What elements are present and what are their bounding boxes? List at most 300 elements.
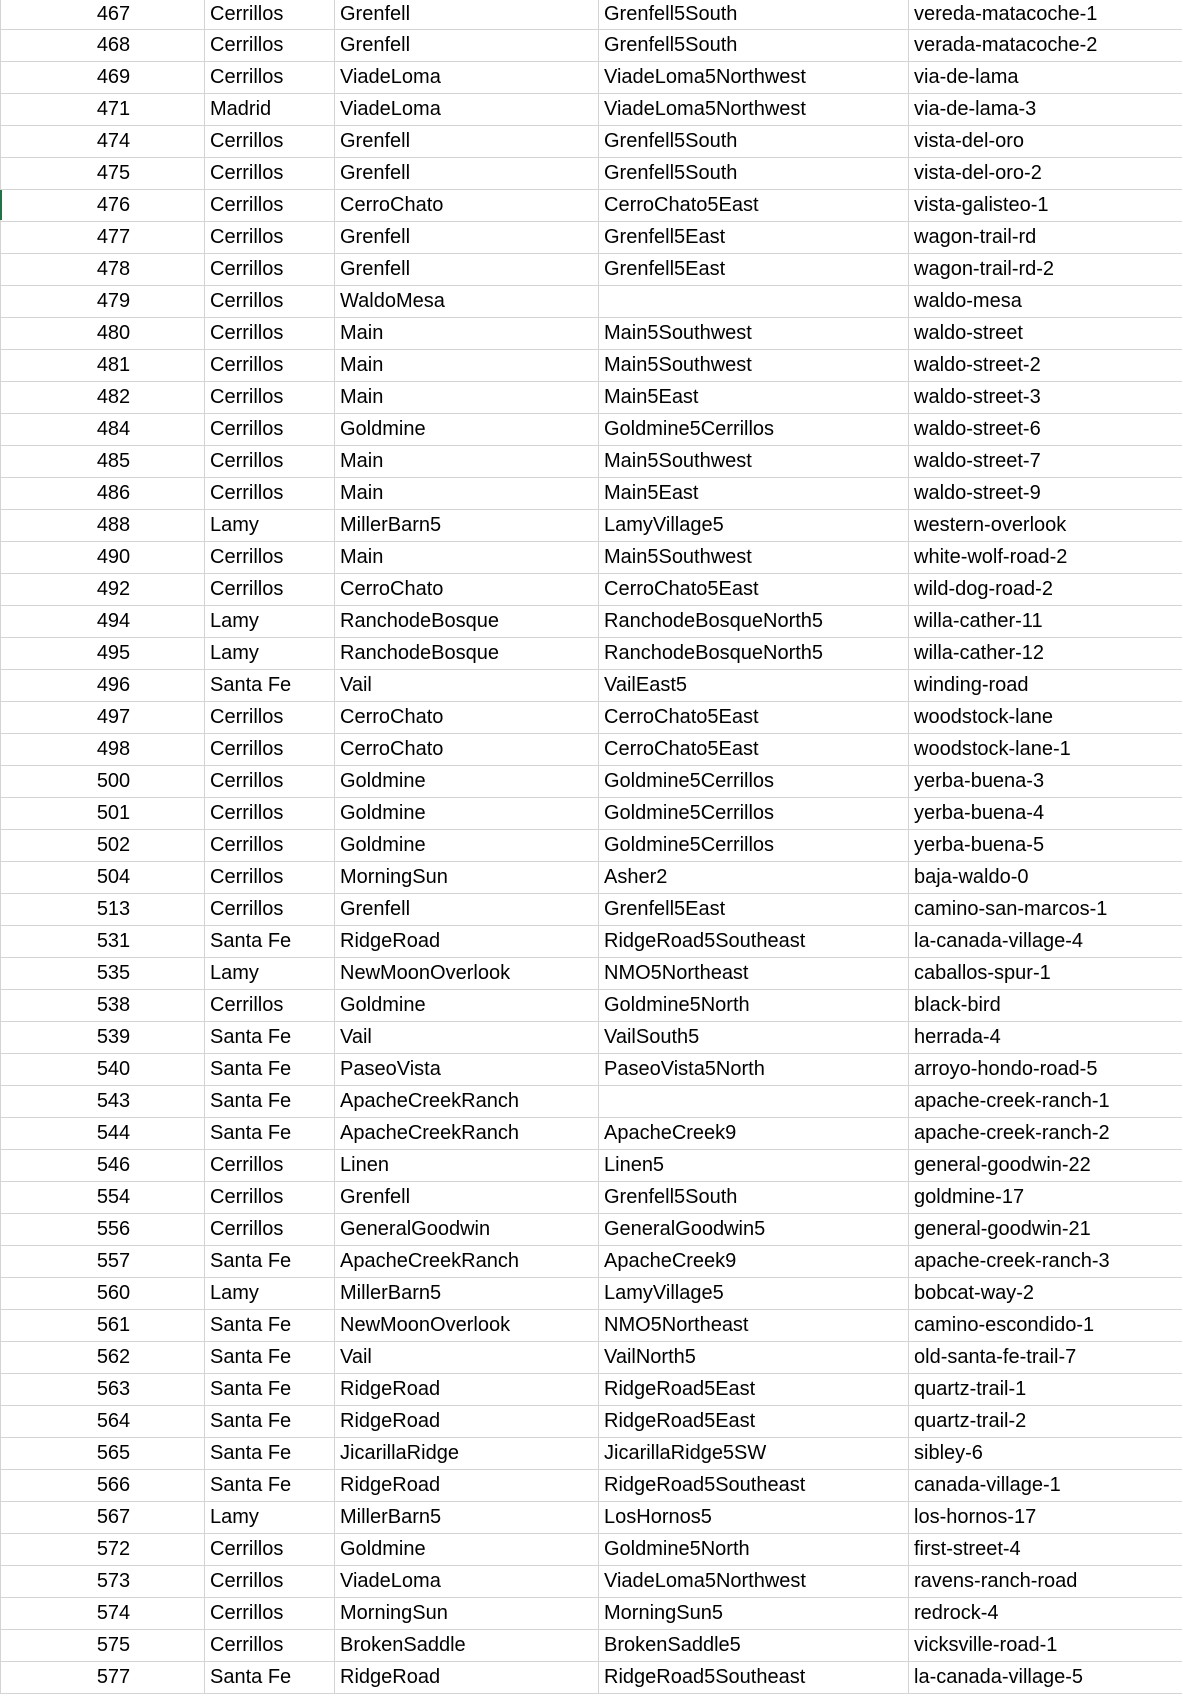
- cell-id[interactable]: 481: [1, 350, 205, 382]
- cell-group[interactable]: Main: [335, 446, 599, 478]
- cell-slug[interactable]: vista-del-oro: [909, 126, 1182, 158]
- table-row: [1, 926, 1182, 958]
- cell-subgroup[interactable]: RidgeRoad5Southeast: [599, 1470, 909, 1502]
- cell-group[interactable]: MorningSun: [335, 1598, 599, 1630]
- cell-area[interactable]: Cerrillos: [205, 574, 335, 606]
- cell-group[interactable]: Vail: [335, 1342, 599, 1374]
- cell-slug[interactable]: arroyo-hondo-road-5: [909, 1054, 1182, 1086]
- cell-area[interactable]: Cerrillos: [205, 1598, 335, 1630]
- cell-subgroup[interactable]: Grenfell5South: [599, 1182, 909, 1214]
- cell-group[interactable]: RidgeRoad: [335, 926, 599, 958]
- cell-group[interactable]: Main: [335, 542, 599, 574]
- cell-id[interactable]: 543: [1, 1086, 205, 1118]
- cell-group[interactable]: Grenfell: [335, 222, 599, 254]
- cell-slug[interactable]: los-hornos-17: [909, 1502, 1182, 1534]
- cell-group[interactable]: Grenfell: [335, 30, 599, 62]
- cell-slug[interactable]: woodstock-lane: [909, 702, 1182, 734]
- cell-subgroup[interactable]: Grenfell5East: [599, 222, 909, 254]
- cell-group[interactable]: Goldmine: [335, 990, 599, 1022]
- cell-id[interactable]: 538: [1, 990, 205, 1022]
- cell-area[interactable]: Cerrillos: [205, 222, 335, 254]
- cell-id[interactable]: 577: [1, 1662, 205, 1694]
- cell-group[interactable]: CerroChato: [335, 702, 599, 734]
- cell-area[interactable]: Cerrillos: [205, 990, 335, 1022]
- cell-subgroup[interactable]: ViadeLoma5Northwest: [599, 94, 909, 126]
- cell-slug[interactable]: waldo-street-6: [909, 414, 1182, 446]
- cell-area[interactable]: Cerrillos: [205, 126, 335, 158]
- cell-group[interactable]: Goldmine: [335, 414, 599, 446]
- cell-id[interactable]: 564: [1, 1406, 205, 1438]
- cell-group[interactable]: Grenfell: [335, 0, 599, 30]
- table-row: [1, 1630, 1182, 1662]
- cell-id[interactable]: 477: [1, 222, 205, 254]
- cell-area[interactable]: Cerrillos: [205, 830, 335, 862]
- cell-slug[interactable]: wagon-trail-rd: [909, 222, 1182, 254]
- cell-subgroup[interactable]: [599, 1086, 909, 1118]
- cell-area[interactable]: Cerrillos: [205, 1534, 335, 1566]
- cell-subgroup[interactable]: VailEast5: [599, 670, 909, 702]
- cell-subgroup[interactable]: RanchodeBosqueNorth5: [599, 606, 909, 638]
- cell-group[interactable]: ViadeLoma: [335, 62, 599, 94]
- table-row: [1, 318, 1182, 350]
- cell-subgroup[interactable]: CerroChato5East: [599, 734, 909, 766]
- cell-id[interactable]: 535: [1, 958, 205, 990]
- table-row: [1, 382, 1182, 414]
- cell-id[interactable]: 494: [1, 606, 205, 638]
- cell-area[interactable]: Lamy: [205, 510, 335, 542]
- cell-group[interactable]: MillerBarn5: [335, 1502, 599, 1534]
- cell-slug[interactable]: general-goodwin-22: [909, 1150, 1182, 1182]
- cell-group[interactable]: RidgeRoad: [335, 1470, 599, 1502]
- cell-id[interactable]: 492: [1, 574, 205, 606]
- cell-subgroup[interactable]: Main5Southwest: [599, 350, 909, 382]
- cell-subgroup[interactable]: [599, 286, 909, 318]
- cell-subgroup[interactable]: Grenfell5South: [599, 126, 909, 158]
- cell-area[interactable]: Cerrillos: [205, 1630, 335, 1662]
- cell-area[interactable]: Cerrillos: [205, 798, 335, 830]
- cell-id[interactable]: 574: [1, 1598, 205, 1630]
- cell-id[interactable]: 531: [1, 926, 205, 958]
- table-row: [1, 30, 1182, 62]
- cell-area[interactable]: Santa Fe: [205, 670, 335, 702]
- cell-subgroup[interactable]: Grenfell5East: [599, 254, 909, 286]
- cell-group[interactable]: CerroChato: [335, 574, 599, 606]
- cell-area[interactable]: Cerrillos: [205, 0, 335, 30]
- cell-id[interactable]: 556: [1, 1214, 205, 1246]
- cell-group[interactable]: Main: [335, 478, 599, 510]
- cell-group[interactable]: NewMoonOverlook: [335, 958, 599, 990]
- cell-slug[interactable]: la-canada-village-4: [909, 926, 1182, 958]
- cell-area[interactable]: Santa Fe: [205, 1086, 335, 1118]
- cell-id[interactable]: 500: [1, 766, 205, 798]
- table-row: [1, 478, 1182, 510]
- cell-id[interactable]: 485: [1, 446, 205, 478]
- cell-id[interactable]: 561: [1, 1310, 205, 1342]
- cell-id[interactable]: 495: [1, 638, 205, 670]
- cell-id[interactable]: 540: [1, 1054, 205, 1086]
- cell-area[interactable]: Madrid: [205, 94, 335, 126]
- cell-slug[interactable]: yerba-buena-5: [909, 830, 1182, 862]
- cell-subgroup[interactable]: JicarillaRidge5SW: [599, 1438, 909, 1470]
- table-row: [1, 1470, 1182, 1502]
- cell-area[interactable]: Cerrillos: [205, 318, 335, 350]
- cell-subgroup[interactable]: Main5Southwest: [599, 542, 909, 574]
- cell-subgroup[interactable]: Goldmine5Cerrillos: [599, 414, 909, 446]
- table-row: [1, 222, 1182, 254]
- cell-id[interactable]: 544: [1, 1118, 205, 1150]
- cell-subgroup[interactable]: ViadeLoma5Northwest: [599, 1566, 909, 1598]
- cell-slug[interactable]: vista-galisteo-1: [909, 190, 1182, 222]
- cell-id[interactable]: 513: [1, 894, 205, 926]
- cell-subgroup[interactable]: Main5East: [599, 478, 909, 510]
- cell-area[interactable]: Santa Fe: [205, 926, 335, 958]
- cell-area[interactable]: Cerrillos: [205, 190, 335, 222]
- cell-group[interactable]: Main: [335, 382, 599, 414]
- table-row: [1, 670, 1182, 702]
- cell-id[interactable]: 482: [1, 382, 205, 414]
- cell-subgroup[interactable]: BrokenSaddle5: [599, 1630, 909, 1662]
- cell-slug[interactable]: yerba-buena-3: [909, 766, 1182, 798]
- table-row: [1, 1086, 1182, 1118]
- cell-area[interactable]: Cerrillos: [205, 414, 335, 446]
- cell-slug[interactable]: wild-dog-road-2: [909, 574, 1182, 606]
- cell-area[interactable]: Santa Fe: [205, 1310, 335, 1342]
- cell-id[interactable]: 478: [1, 254, 205, 286]
- cell-group[interactable]: Main: [335, 318, 599, 350]
- cell-slug[interactable]: vista-del-oro-2: [909, 158, 1182, 190]
- cell-area[interactable]: Cerrillos: [205, 286, 335, 318]
- table-row: [1, 1246, 1182, 1278]
- cell-subgroup[interactable]: CerroChato5East: [599, 574, 909, 606]
- cell-id[interactable]: 504: [1, 862, 205, 894]
- cell-slug[interactable]: general-goodwin-21: [909, 1214, 1182, 1246]
- cell-area[interactable]: Lamy: [205, 606, 335, 638]
- cell-id[interactable]: 546: [1, 1150, 205, 1182]
- cell-subgroup[interactable]: CerroChato5East: [599, 702, 909, 734]
- cell-group[interactable]: MillerBarn5: [335, 510, 599, 542]
- cell-id[interactable]: 484: [1, 414, 205, 446]
- cell-subgroup[interactable]: Goldmine5North: [599, 1534, 909, 1566]
- cell-slug[interactable]: woodstock-lane-1: [909, 734, 1182, 766]
- cell-area[interactable]: Santa Fe: [205, 1374, 335, 1406]
- cell-area[interactable]: Cerrillos: [205, 862, 335, 894]
- cell-slug[interactable]: yerba-buena-4: [909, 798, 1182, 830]
- table-row: [1, 1438, 1182, 1470]
- cell-id[interactable]: 563: [1, 1374, 205, 1406]
- cell-group[interactable]: GeneralGoodwin: [335, 1214, 599, 1246]
- cell-slug[interactable]: canada-village-1: [909, 1470, 1182, 1502]
- cell-id[interactable]: 476: [1, 190, 205, 222]
- cell-area[interactable]: Cerrillos: [205, 766, 335, 798]
- table-row: [1, 1214, 1182, 1246]
- table-row: [1, 1662, 1182, 1694]
- cell-subgroup[interactable]: CerroChato5East: [599, 190, 909, 222]
- cell-id[interactable]: 469: [1, 62, 205, 94]
- cell-area[interactable]: Santa Fe: [205, 1342, 335, 1374]
- cell-group[interactable]: RidgeRoad: [335, 1406, 599, 1438]
- cell-area[interactable]: Santa Fe: [205, 1438, 335, 1470]
- cell-group[interactable]: BrokenSaddle: [335, 1630, 599, 1662]
- cell-slug[interactable]: la-canada-village-5: [909, 1662, 1182, 1694]
- cell-area[interactable]: Cerrillos: [205, 542, 335, 574]
- table-row: [1, 1022, 1182, 1054]
- cell-subgroup[interactable]: VailSouth5: [599, 1022, 909, 1054]
- cell-id[interactable]: 490: [1, 542, 205, 574]
- cell-slug[interactable]: via-de-lama: [909, 62, 1182, 94]
- cell-id[interactable]: 486: [1, 478, 205, 510]
- cell-id[interactable]: 480: [1, 318, 205, 350]
- cell-area[interactable]: Santa Fe: [205, 1470, 335, 1502]
- cell-area[interactable]: Santa Fe: [205, 1662, 335, 1694]
- cell-subgroup[interactable]: Main5East: [599, 382, 909, 414]
- cell-slug[interactable]: redrock-4: [909, 1598, 1182, 1630]
- cell-subgroup[interactable]: Linen5: [599, 1150, 909, 1182]
- cell-group[interactable]: Goldmine: [335, 766, 599, 798]
- cell-subgroup[interactable]: GeneralGoodwin5: [599, 1214, 909, 1246]
- cell-slug[interactable]: herrada-4: [909, 1022, 1182, 1054]
- cell-subgroup[interactable]: NMO5Northeast: [599, 958, 909, 990]
- table-row: [1, 574, 1182, 606]
- cell-group[interactable]: RidgeRoad: [335, 1662, 599, 1694]
- cell-group[interactable]: Vail: [335, 1022, 599, 1054]
- cell-group[interactable]: RidgeRoad: [335, 1374, 599, 1406]
- cell-group[interactable]: Grenfell: [335, 126, 599, 158]
- table-row: [1, 1598, 1182, 1630]
- cell-slug[interactable]: willa-cather-11: [909, 606, 1182, 638]
- cell-group[interactable]: Vail: [335, 670, 599, 702]
- table-row: [1, 606, 1182, 638]
- cell-id[interactable]: 573: [1, 1566, 205, 1598]
- table-body: [1, 0, 1182, 1694]
- cell-slug[interactable]: white-wolf-road-2: [909, 542, 1182, 574]
- cell-subgroup[interactable]: Goldmine5Cerrillos: [599, 798, 909, 830]
- cell-id[interactable]: 567: [1, 1502, 205, 1534]
- table-row: [1, 1278, 1182, 1310]
- cell-slug[interactable]: caballos-spur-1: [909, 958, 1182, 990]
- cell-group[interactable]: MillerBarn5: [335, 1278, 599, 1310]
- cell-area[interactable]: Cerrillos: [205, 1150, 335, 1182]
- cell-group[interactable]: Goldmine: [335, 1534, 599, 1566]
- cell-slug[interactable]: via-de-lama-3: [909, 94, 1182, 126]
- cell-group[interactable]: ViadeLoma: [335, 1566, 599, 1598]
- cell-slug[interactable]: black-bird: [909, 990, 1182, 1022]
- cell-id[interactable]: 562: [1, 1342, 205, 1374]
- cell-group[interactable]: Grenfell: [335, 894, 599, 926]
- cell-id[interactable]: 575: [1, 1630, 205, 1662]
- cell-subgroup[interactable]: Asher2: [599, 862, 909, 894]
- cell-id[interactable]: 560: [1, 1278, 205, 1310]
- cell-slug[interactable]: old-santa-fe-trail-7: [909, 1342, 1182, 1374]
- cell-group[interactable]: ApacheCreekRanch: [335, 1246, 599, 1278]
- cell-slug[interactable]: first-street-4: [909, 1534, 1182, 1566]
- cell-subgroup[interactable]: Goldmine5North: [599, 990, 909, 1022]
- cell-slug[interactable]: waldo-street-7: [909, 446, 1182, 478]
- cell-area[interactable]: Cerrillos: [205, 1214, 335, 1246]
- cell-group[interactable]: JicarillaRidge: [335, 1438, 599, 1470]
- cell-slug[interactable]: willa-cather-12: [909, 638, 1182, 670]
- cell-subgroup[interactable]: ApacheCreek9: [599, 1246, 909, 1278]
- cell-id[interactable]: 467: [1, 0, 205, 30]
- cell-group[interactable]: WaldoMesa: [335, 286, 599, 318]
- table-row: [1, 0, 1182, 30]
- cell-slug[interactable]: western-overlook: [909, 510, 1182, 542]
- cell-subgroup[interactable]: Grenfell5East: [599, 894, 909, 926]
- table-row: [1, 62, 1182, 94]
- cell-subgroup[interactable]: LamyVillage5: [599, 510, 909, 542]
- cell-slug[interactable]: waldo-street-9: [909, 478, 1182, 510]
- cell-area[interactable]: Santa Fe: [205, 1118, 335, 1150]
- cell-slug[interactable]: quartz-trail-1: [909, 1374, 1182, 1406]
- table-row: [1, 1406, 1182, 1438]
- cell-group[interactable]: CerroChato: [335, 734, 599, 766]
- cell-area[interactable]: Cerrillos: [205, 478, 335, 510]
- table-row: [1, 798, 1182, 830]
- cell-area[interactable]: Cerrillos: [205, 62, 335, 94]
- cell-subgroup[interactable]: Goldmine5Cerrillos: [599, 766, 909, 798]
- cell-id[interactable]: 475: [1, 158, 205, 190]
- cell-area[interactable]: Cerrillos: [205, 1182, 335, 1214]
- cell-subgroup[interactable]: Main5Southwest: [599, 446, 909, 478]
- cell-slug[interactable]: goldmine-17: [909, 1182, 1182, 1214]
- cell-slug[interactable]: waldo-street-3: [909, 382, 1182, 414]
- cell-id[interactable]: 498: [1, 734, 205, 766]
- cell-group[interactable]: RanchodeBosque: [335, 638, 599, 670]
- cell-slug[interactable]: apache-creek-ranch-1: [909, 1086, 1182, 1118]
- cell-group[interactable]: Goldmine: [335, 798, 599, 830]
- cell-subgroup[interactable]: MorningSun5: [599, 1598, 909, 1630]
- cell-id[interactable]: 474: [1, 126, 205, 158]
- cell-id[interactable]: 468: [1, 30, 205, 62]
- cell-subgroup[interactable]: Goldmine5Cerrillos: [599, 830, 909, 862]
- table-row: [1, 894, 1182, 926]
- cell-subgroup[interactable]: Grenfell5South: [599, 158, 909, 190]
- cell-area[interactable]: Cerrillos: [205, 734, 335, 766]
- cell-area[interactable]: Cerrillos: [205, 254, 335, 286]
- cell-slug[interactable]: camino-escondido-1: [909, 1310, 1182, 1342]
- cell-group[interactable]: RanchodeBosque: [335, 606, 599, 638]
- cell-subgroup[interactable]: NMO5Northeast: [599, 1310, 909, 1342]
- cell-slug[interactable]: camino-san-marcos-1: [909, 894, 1182, 926]
- table-row: [1, 1054, 1182, 1086]
- cell-group[interactable]: ApacheCreekRanch: [335, 1086, 599, 1118]
- cell-slug[interactable]: wagon-trail-rd-2: [909, 254, 1182, 286]
- cell-slug[interactable]: sibley-6: [909, 1438, 1182, 1470]
- cell-area[interactable]: Lamy: [205, 638, 335, 670]
- cell-group[interactable]: Grenfell: [335, 158, 599, 190]
- cell-id[interactable]: 501: [1, 798, 205, 830]
- cell-subgroup[interactable]: LamyVillage5: [599, 1278, 909, 1310]
- cell-id[interactable]: 497: [1, 702, 205, 734]
- cell-group[interactable]: Main: [335, 350, 599, 382]
- cell-subgroup[interactable]: VailNorth5: [599, 1342, 909, 1374]
- cell-area[interactable]: Lamy: [205, 1502, 335, 1534]
- cell-area[interactable]: Santa Fe: [205, 1246, 335, 1278]
- cell-slug[interactable]: baja-waldo-0: [909, 862, 1182, 894]
- cell-group[interactable]: NewMoonOverlook: [335, 1310, 599, 1342]
- cell-group[interactable]: ApacheCreekRanch: [335, 1118, 599, 1150]
- cell-area[interactable]: Cerrillos: [205, 158, 335, 190]
- cell-area[interactable]: Cerrillos: [205, 350, 335, 382]
- cell-group[interactable]: PaseoVista: [335, 1054, 599, 1086]
- cell-slug[interactable]: waldo-street-2: [909, 350, 1182, 382]
- cell-group[interactable]: Goldmine: [335, 830, 599, 862]
- cell-group[interactable]: ViadeLoma: [335, 94, 599, 126]
- cell-subgroup[interactable]: Main5Southwest: [599, 318, 909, 350]
- cell-area[interactable]: Cerrillos: [205, 382, 335, 414]
- cell-id[interactable]: 502: [1, 830, 205, 862]
- cell-slug[interactable]: winding-road: [909, 670, 1182, 702]
- table-row: [1, 510, 1182, 542]
- cell-id[interactable]: 488: [1, 510, 205, 542]
- cell-id[interactable]: 471: [1, 94, 205, 126]
- cell-subgroup[interactable]: ViadeLoma5Northwest: [599, 62, 909, 94]
- cell-id[interactable]: 566: [1, 1470, 205, 1502]
- cell-id[interactable]: 479: [1, 286, 205, 318]
- cell-slug[interactable]: quartz-trail-2: [909, 1406, 1182, 1438]
- cell-group[interactable]: CerroChato: [335, 190, 599, 222]
- cell-group[interactable]: Linen: [335, 1150, 599, 1182]
- cell-id[interactable]: 565: [1, 1438, 205, 1470]
- cell-area[interactable]: Lamy: [205, 1278, 335, 1310]
- cell-group[interactable]: MorningSun: [335, 862, 599, 894]
- cell-area[interactable]: Cerrillos: [205, 894, 335, 926]
- table-row: [1, 1310, 1182, 1342]
- cell-slug[interactable]: ravens-ranch-road: [909, 1566, 1182, 1598]
- cell-slug[interactable]: verada-matacoche-2: [909, 30, 1182, 62]
- cell-area[interactable]: Cerrillos: [205, 1566, 335, 1598]
- cell-area[interactable]: Santa Fe: [205, 1054, 335, 1086]
- cell-subgroup[interactable]: ApacheCreek9: [599, 1118, 909, 1150]
- cell-area[interactable]: Cerrillos: [205, 702, 335, 734]
- cell-subgroup[interactable]: RidgeRoad5East: [599, 1374, 909, 1406]
- cell-subgroup[interactable]: RidgeRoad5Southeast: [599, 1662, 909, 1694]
- cell-slug[interactable]: vicksville-road-1: [909, 1630, 1182, 1662]
- cell-area[interactable]: Santa Fe: [205, 1406, 335, 1438]
- cell-group[interactable]: Grenfell: [335, 1182, 599, 1214]
- cell-subgroup[interactable]: LosHornos5: [599, 1502, 909, 1534]
- cell-slug[interactable]: apache-creek-ranch-2: [909, 1118, 1182, 1150]
- cell-id[interactable]: 496: [1, 670, 205, 702]
- table-row: [1, 1374, 1182, 1406]
- cell-id[interactable]: 572: [1, 1534, 205, 1566]
- table-row: [1, 1502, 1182, 1534]
- cell-area[interactable]: Cerrillos: [205, 446, 335, 478]
- table-row: [1, 1150, 1182, 1182]
- cell-area[interactable]: Lamy: [205, 958, 335, 990]
- table-row: [1, 414, 1182, 446]
- table-row: [1, 94, 1182, 126]
- cell-group[interactable]: Grenfell: [335, 254, 599, 286]
- cell-slug[interactable]: apache-creek-ranch-3: [909, 1246, 1182, 1278]
- cell-area[interactable]: Cerrillos: [205, 30, 335, 62]
- cell-subgroup[interactable]: RanchodeBosqueNorth5: [599, 638, 909, 670]
- cell-id[interactable]: 557: [1, 1246, 205, 1278]
- cell-subgroup[interactable]: PaseoVista5North: [599, 1054, 909, 1086]
- cell-slug[interactable]: bobcat-way-2: [909, 1278, 1182, 1310]
- active-row-marker: [0, 190, 2, 220]
- cell-subgroup[interactable]: Grenfell5South: [599, 0, 909, 30]
- cell-subgroup[interactable]: Grenfell5South: [599, 30, 909, 62]
- cell-id[interactable]: 554: [1, 1182, 205, 1214]
- cell-slug[interactable]: waldo-mesa: [909, 286, 1182, 318]
- cell-subgroup[interactable]: RidgeRoad5Southeast: [599, 926, 909, 958]
- cell-subgroup[interactable]: RidgeRoad5East: [599, 1406, 909, 1438]
- cell-slug[interactable]: waldo-street: [909, 318, 1182, 350]
- cell-area[interactable]: Santa Fe: [205, 1022, 335, 1054]
- cell-slug[interactable]: vereda-matacoche-1: [909, 0, 1182, 30]
- table-row: [1, 1182, 1182, 1214]
- cell-id[interactable]: 539: [1, 1022, 205, 1054]
